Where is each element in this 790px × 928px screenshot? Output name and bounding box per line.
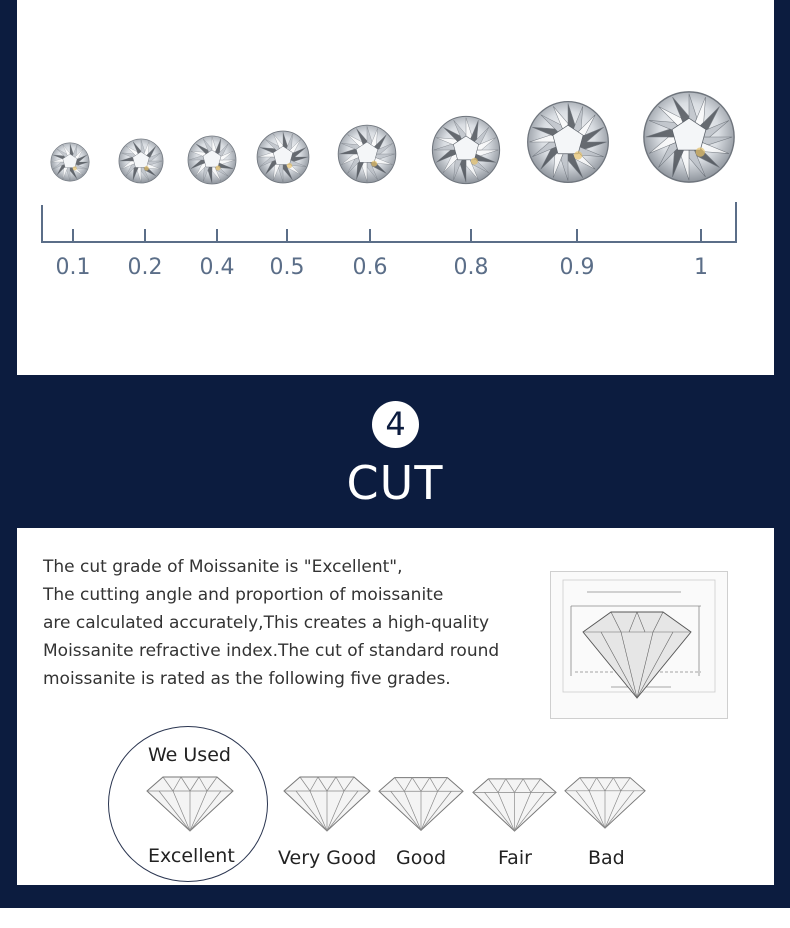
moissanite-gem-image <box>526 100 610 184</box>
scale-tick <box>144 229 146 243</box>
step-number-badge: 4 <box>372 401 419 448</box>
section-title: CUT <box>346 456 444 510</box>
moissanite-gem-image <box>187 135 237 185</box>
cut-grade-label: Good <box>396 847 447 869</box>
scale-tick <box>216 229 218 243</box>
cut-grade-label: Excellent <box>148 845 235 867</box>
scale-tick <box>470 229 472 243</box>
scale-tick <box>286 229 288 243</box>
carat-size-label: 0.9 <box>559 255 595 280</box>
scale-tick <box>576 229 578 243</box>
scale-tick <box>369 229 371 243</box>
scale-tick <box>700 229 702 243</box>
cut-grade-label: Fair <box>498 847 532 869</box>
carat-size-label: 0.1 <box>55 255 91 280</box>
cut-description <box>43 553 533 693</box>
carat-size-label: 0.4 <box>199 255 235 280</box>
moissanite-gem-image <box>118 138 164 184</box>
cut-profile-diamond <box>563 773 647 831</box>
description-line: are calculated accurately,This creates a high-quality <box>43 613 490 633</box>
cut-profile-diamond <box>377 773 465 833</box>
moissanite-gem-image <box>50 142 90 182</box>
moissanite-gem-image <box>337 124 397 184</box>
moissanite-gem-image <box>256 130 310 184</box>
cut-grade-label: Bad <box>588 847 625 869</box>
cut-profile-diamond <box>282 773 372 833</box>
moissanite-gem-image <box>642 90 736 184</box>
description-line: moissanite is rated as the following five grades. <box>43 669 451 689</box>
carat-size-label: 0.6 <box>352 255 388 280</box>
carat-size-label: 0.2 <box>127 255 163 280</box>
cut-profile-diamond <box>145 773 235 833</box>
carat-size-label: 1 <box>694 255 708 280</box>
cut-grade-label: Very Good <box>278 847 377 869</box>
carat-size-panel <box>17 0 774 375</box>
description-line: The cut grade of Moissanite is "Excellent", <box>43 557 403 577</box>
grade-used-caption: We Used <box>148 744 231 766</box>
description-line: The cutting angle and proportion of moissanite <box>43 585 444 605</box>
moissanite-gem-image <box>431 115 501 185</box>
scale-tick <box>72 229 74 243</box>
scale-right-end <box>735 202 737 243</box>
scale-left-end <box>41 205 43 243</box>
diamond-proportion-diagram <box>550 571 728 719</box>
carat-size-label: 0.5 <box>269 255 305 280</box>
description-line: Moissanite refractive index.The cut of standard round <box>43 641 500 661</box>
cut-profile-diamond <box>471 773 558 835</box>
carat-size-label: 0.8 <box>453 255 489 280</box>
